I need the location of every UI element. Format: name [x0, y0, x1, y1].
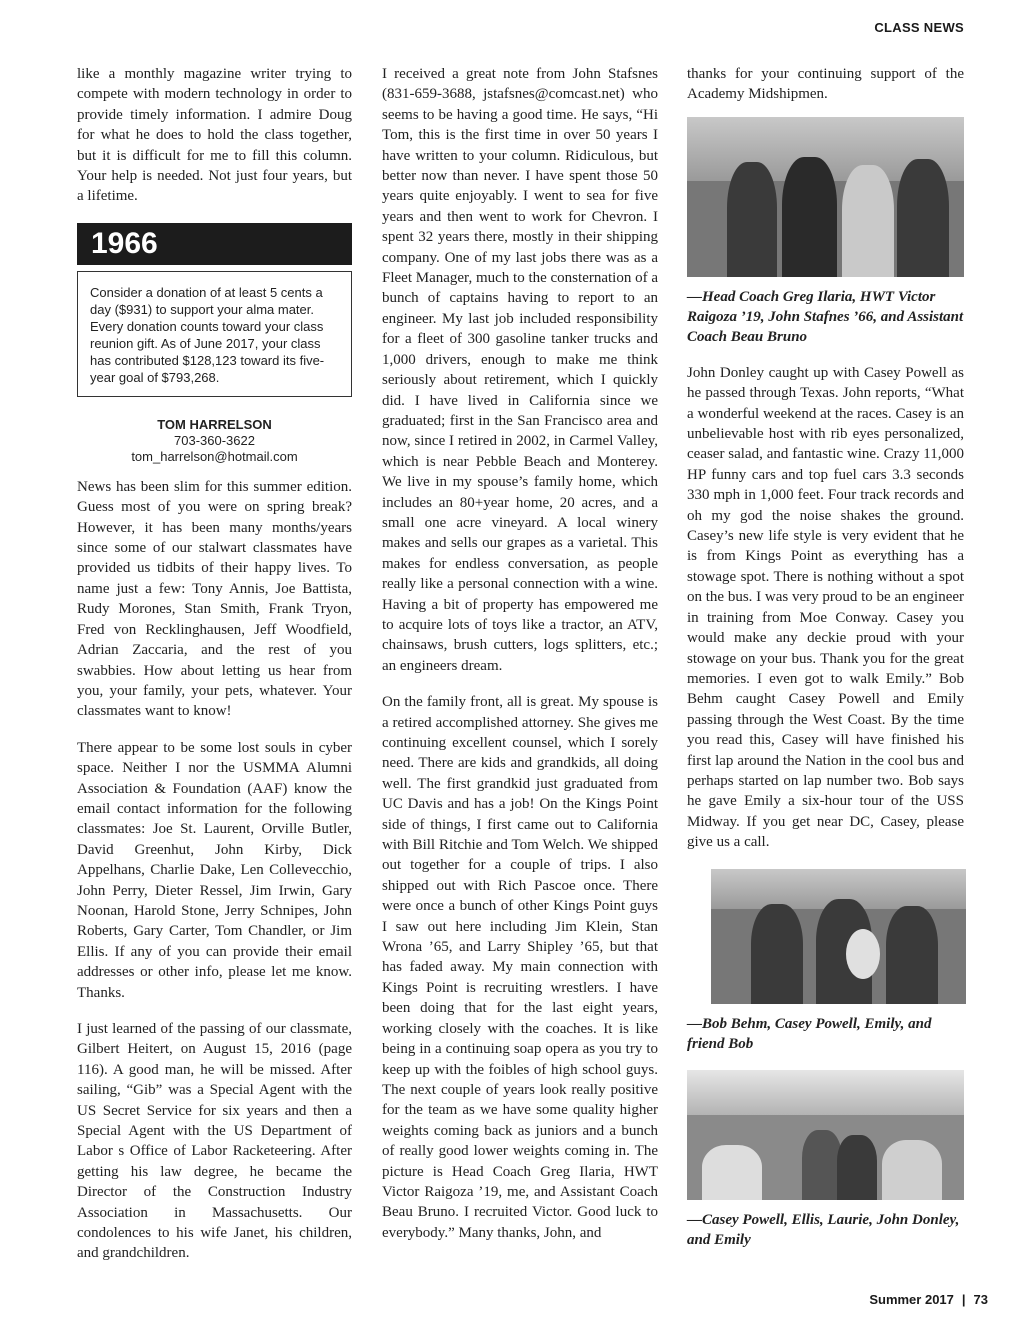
column-left — [77, 64, 352, 1280]
stafsnes-paragraph-2: On the family front, all is great. My spouse is a retired accomplished attorney. She gives me continuing excellent counsel, which I sorely need. There are kids and grandkids, all doing well. The first grandkid just graduated from UC Davis and has a job! On the Kings Point side of things, I first came out to California with Bill Ritchie and Tom Welch. We shipped out together for a couple of trips. I also shipped out with Rich Pascoe once. There were once a bunch of other Kings Point guys I saw out here including Jim Klein, Stan Wrona ’65, and Larry Shipley ’65, but that has faded away. My main connection with Kings Point is recruiting wrestlers. I have been doing that for the last eight years, working closely with the coaches. It is like being in a continuing soap opera as you try to keep up with the foibles of high school guys. The next couple of years look really positive for the team as we have some quality higher weights coming back as juniors and a bunch of really good lower weights coming in. The picture is Head Coach Greg Ilaria, HWT Victor Raigoza ’19, me, and Assistant Coach Beau Bruno. I recruited Victor. Good luck to everybody.” Many thanks, John, and — [382, 694, 658, 1241]
caption-behm-powell: —Bob Behm, Casey Powell, Emily, and friend Bob — [687, 1015, 932, 1052]
intro-paragraph: like a monthly magazine writer trying to compete with modern technology in order to provide timely information. I admire Doug for what he does to hold the class together, but it is difficult for me to fill this column. Your help is needed. Not just four years, but a lifetime. — [77, 66, 352, 205]
photo-dinner-group — [687, 1070, 964, 1200]
photo-wrestling-coaches — [687, 117, 964, 277]
donley-paragraph: John Donley caught up with Casey Powell as he passed through Texas. John reports, “What a wonderful weekend at the races. Casey is an unbelievable host with rib eyes personalized, ceaser salad, and fantastic wine. Crazy 11,000 HP funny cars and top fuel cars 3.3 seconds 330 mph in 1,000 feet. Four track records and oh my god the noise shakes the ground. Casey’s new life style is very evident that he is from Kings Point as everything has a stowage spot. There is nothing without a spot on the bus. I was very proud to be an engineer in training from Moe Conway. Casey you would make any deckie proud with your stowage on your bus. Thank you for the great memories. I even got to walk Emily.” Bob Behm caught Casey Powell and Emily passing through the West Coast. By the time you read this, Casey will have finished his first lap around the Nation in the cool bus and perhaps started on lap number two. Bob says he gave Emily a six-hour tour of the USS Midway. If you get near DC, Casey, please give us a call. — [687, 364, 965, 851]
section-header: CLASS NEWS — [874, 20, 964, 35]
news-paragraph-2: There appear to be some lost souls in cyber space. Neither I nor the USMMA Alumni Association & Foundation (AAF) know the email contact information for the following classmates: Joe St. Laurent, Orville Butler, David Greenhut, John Kirby, Dick Appelhans, Charlie Dake, Len Collevecchio, John Perry, Dieter Ressel, Jim Irwin, Gary Noonan, Harold Stone, Jerry Schnipes, John Roberts, Gary Carter, Tom Chandler, or Jim Ellis. If any of you can provide their email addresses or other info, please let me know. Thanks. — [77, 739, 352, 1001]
column-middle — [382, 64, 658, 1259]
caption-coaches: —Head Coach Greg Ilaria, HWT Victor Raigoza ’19, John Stafnes ’66, and Assistant Coach Beau Bruno — [687, 288, 964, 345]
contact-name: TOM HARRELSON — [157, 416, 272, 432]
column-right — [687, 64, 964, 1266]
footer-separator: | — [961, 1292, 966, 1307]
class-year-banner: 1966 — [77, 223, 352, 265]
donation-box: Consider a donation of at least 5 cents a day ($931) to support your alma mater. Every donation counts toward your class reunion gift. As of June 2017, your class has contributed $128,123 toward its five-year goal of $793,268. — [77, 271, 352, 397]
contact-email: tom_harrelson@hotmail.com — [131, 448, 298, 464]
news-paragraph-3: I just learned of the passing of our classmate, Gilbert Heitert, on August 15, 2016 (page 116). A good man, he will be missed. After sailing, “Gib” was a Special Agent with the US Secret Service for six years and then a Special Agent with the US Department of Labor s Office of Labor Racketeering. After getting his law degree, he became the Director of the Construction Industry Association in Massachusetts. Our condolences to his wife Janet, his children, and grandchildren. — [77, 1021, 352, 1262]
news-paragraph-1: News has been slim for this summer edition. Guess most of you were on spring break? However, it has been many months/years since some of our stalwart classmates have provided us tidbits of their happy lives. To name just a few: Tony Annis, Joe Battista, Rudy Morones, Stan Smith, Frank Tryon, Fred von Recklinghausen, Jeff Woodfield, Adrian Zaccaria, and the rest of you swabbies. How about letting us hear from you, your family, your pets, whatever. Your classmates want to know! — [77, 478, 352, 720]
thanks-paragraph: thanks for your continuing support of the Academy Midshipmen. — [687, 66, 964, 103]
stafsnes-paragraph-1: I received a great note from John Stafsnes (831-659-3688, jstafsnes@comcast.net) who seems to be having a good time. He says, “Hi Tom, this is the first time in over 50 years I have written to your column. Ridiculous, but better now than never. I have spent those 50 years quite enjoyably. I went to sea for five years and then went to work for Chevron. I spent 32 years there, mostly in their shipping company. One of my last jobs there was as a Fleet Manager, much to the consternation of a bunch of captains having to report to an engineer. My last job included responsibility for a fleet of 300 gasoline tanker trucks and 1,000 drivers, enough to make me think seriously about retirement, which I quickly did. I have lived in California since we graduated; first in the San Francisco area and now, since I retired in 2002, in Carmel Valley, which is near Pebble Beach and Monterey. We live in my spouse’s family home, which includes an 80+year home, 20 acres, and a small one acre vineyard. A local winery makes and sells our grapes as a varietal. This makes for endless conversation, as people really like a personal connection with a wine. Having a bit of property has empowered me to acquire lots of toys like a tractor, an ATV, chainsaws, brush cutters, logs splitters, etc.; an engineers dream. — [382, 66, 658, 674]
contact-phone: 703-360-3622 — [174, 432, 255, 448]
page-number: 73 — [973, 1292, 988, 1307]
issue-label: Summer 2017 — [869, 1292, 954, 1307]
page-footer — [869, 1292, 988, 1307]
class-contact — [77, 417, 352, 465]
caption-dinner: —Casey Powell, Ellis, Laurie, John Donley, and Emily — [687, 1211, 960, 1248]
photo-bob-behm-casey-powell — [711, 869, 966, 1004]
